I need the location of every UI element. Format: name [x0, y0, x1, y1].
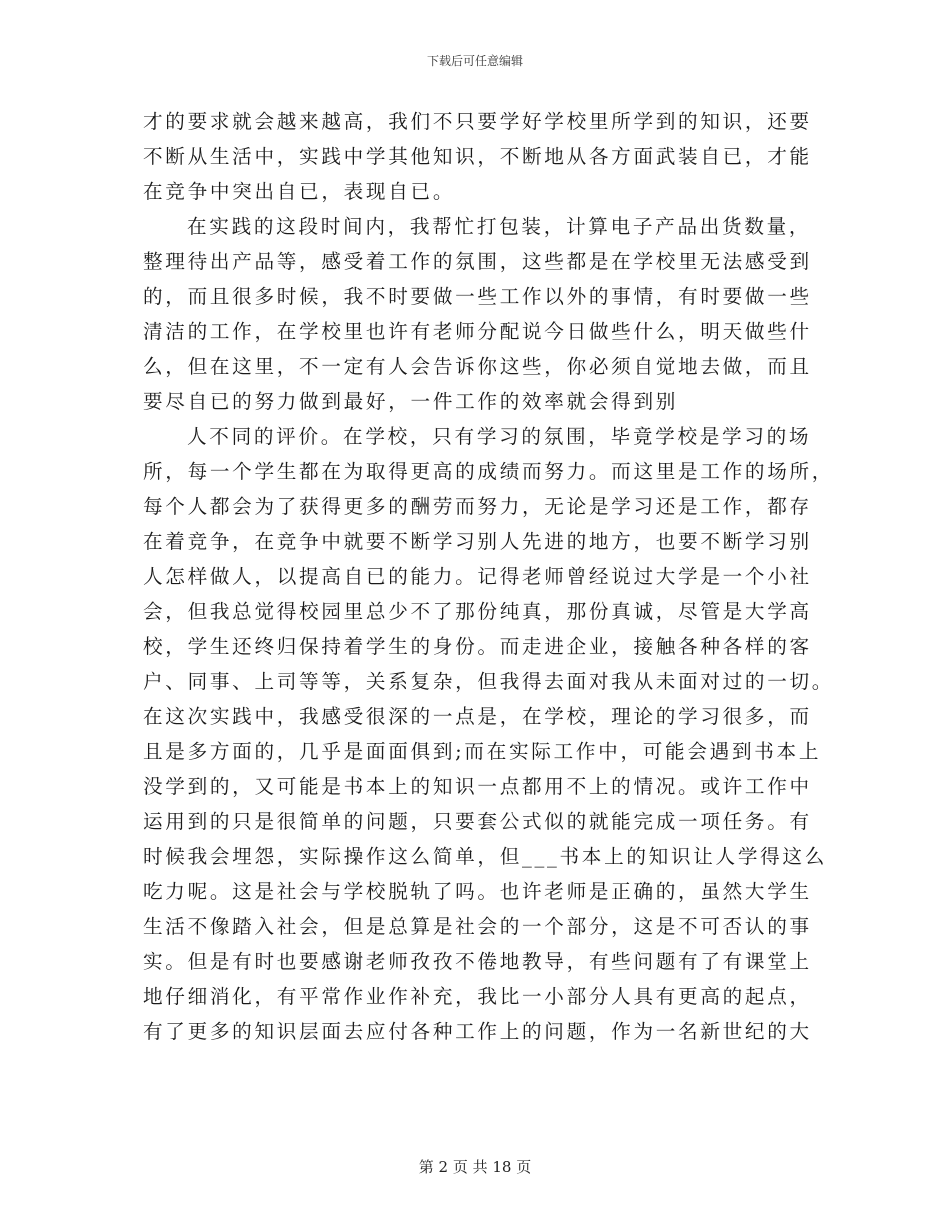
text-line: 地仔细消化，有平常作业作补充，我比一小部分人具有更高的起点， — [143, 985, 812, 1008]
header-note: 下载后可任意编辑 — [426, 54, 523, 68]
text-line: 实。但是有时也要感谢老师孜孜不倦地教导，有些问题有了有课堂上 — [143, 950, 812, 973]
text-line: 每个人都会为了获得更多的酬劳而努力，无论是学习还是工作，都存 — [143, 495, 812, 518]
text-line: 会，但我总觉得校园里总少不了那份纯真，那份真诚，尽管是大学高 — [143, 600, 812, 623]
text-line: 运用到的只是很简单的问题，只要套公式似的就能完成一项任务。有 — [143, 810, 812, 833]
text-line: 的，而且很多时候，我不时要做一些工作以外的事情，有时要做一些 — [143, 285, 812, 308]
text-line: 生活不像踏入社会，但是总算是社会的一个部分，这是不可否认的事 — [143, 915, 812, 938]
text-line: 在着竞争，在竞争中就要不断学习别人先进的地方，也要不断学习别 — [143, 530, 812, 553]
text-line: 有了更多的知识层面去应付各种工作上的问题，作为一名新世纪的大 — [143, 1020, 812, 1043]
text-line: 清洁的工作，在学校里也许有老师分配说今日做些什么，明天做些什 — [143, 320, 812, 343]
text-line: 人怎样做人，以提高自已的能力。记得老师曾经说过大学是一个小社 — [143, 565, 812, 588]
text-line: 要尽自已的努力做到最好，一件工作的效率就会得到别 — [143, 390, 679, 413]
text-line: 所，每一个学生都在为取得更高的成绩而努力。而这里是工作的场所， — [143, 460, 835, 483]
text-line: 且是多方面的，几乎是面面俱到;而在实际工作中，可能会遇到书本上 — [143, 740, 822, 763]
text-line: 没学到的，又可能是书本上的知识一点都用不上的情况。或许工作中 — [143, 775, 812, 798]
document-body — [143, 104, 835, 1049]
paragraph-start-line: 在实践的这段时间内，我帮忙打包装，计算电子产品出货数量， — [187, 215, 812, 238]
text-line: 才的要求就会越来越高，我们不只要学好学校里所学到的知识，还要 — [143, 110, 812, 133]
text-line: 时候我会埋怨，实际操作这么简单，但___书本上的知识让人学得这么 — [143, 845, 828, 868]
text-line: 户、同事、上司等等，关系复杂，但我得去面对我从未面对过的一切。 — [143, 670, 835, 693]
text-line: 在这次实践中，我感受很深的一点是，在学校，理论的学习很多，而 — [143, 705, 812, 728]
paragraph-start-line: 人不同的评价。在学校，只有学习的氛围，毕竟学校是学习的场 — [187, 425, 812, 448]
text-line: 校，学生还终归保持着学生的身份。而走进企业，接触各种各样的客 — [143, 635, 812, 658]
text-line: 在竞争中突出自已，表现自已。 — [143, 180, 456, 203]
page-number-footer: 第 2 页 共 18 页 — [418, 1158, 532, 1176]
text-line: 么，但在这里，不一定有人会告诉你这些，你必须自觉地去做，而且 — [143, 355, 812, 378]
text-line: 整理待出产品等，感受着工作的氛围，这些都是在学校里无法感受到 — [143, 250, 812, 273]
text-line: 不断从生活中，实践中学其他知识，不断地从各方面武装自已，才能 — [143, 145, 812, 168]
text-line: 吃力呢。这是社会与学校脱轨了吗。也许老师是正确的，虽然大学生 — [143, 880, 812, 903]
